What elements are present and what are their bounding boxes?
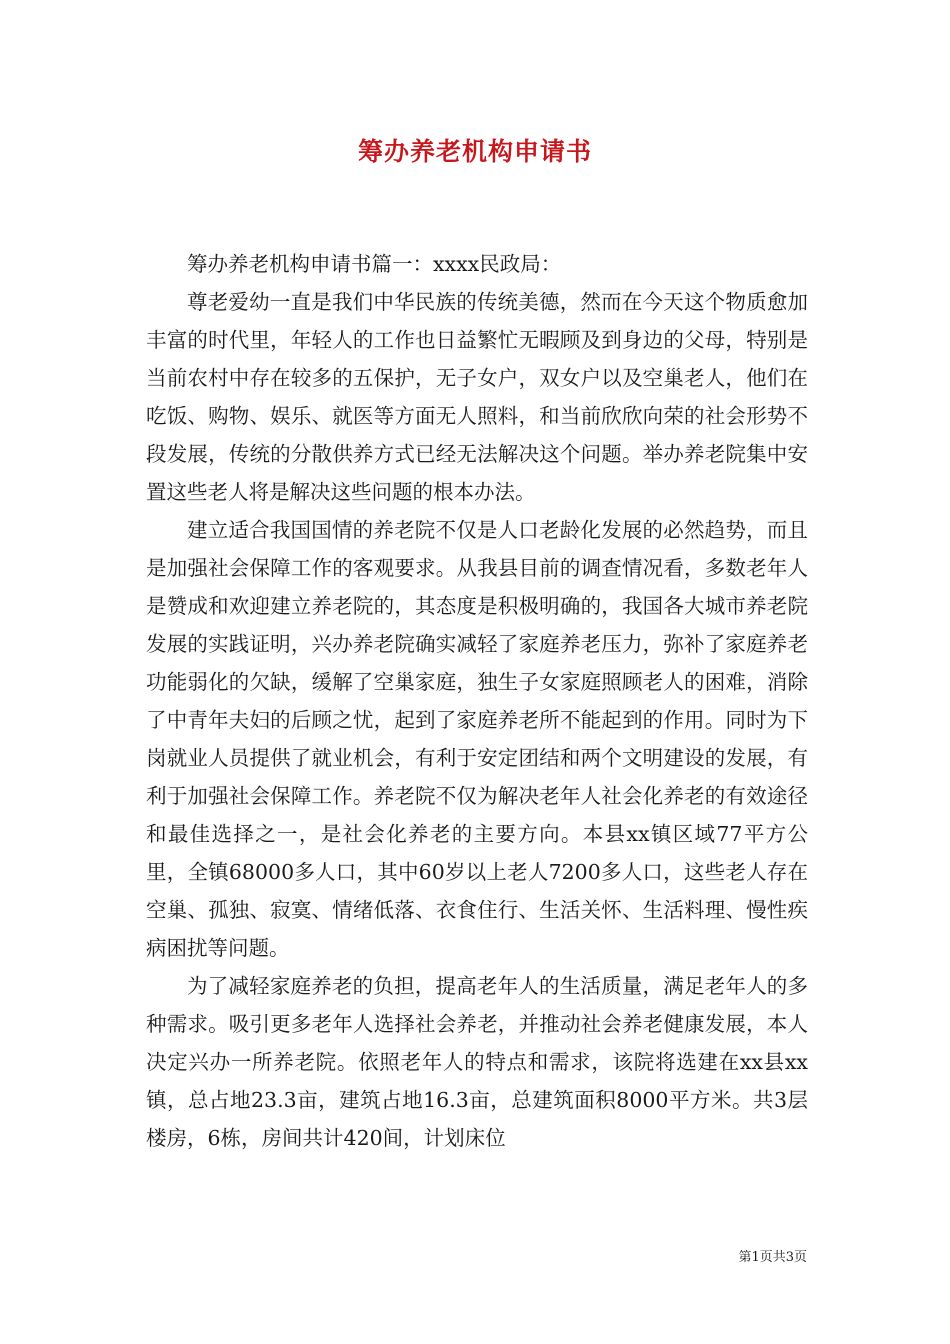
- paragraph-3: 为了减轻家庭养老的负担，提高老年人的生活质量，满足老年人的多种需求。吸引更多老年人选择社会养老，并推动社会养老健康发展，本人决定兴办一所养老院。依照老年人的特点和需求，该院将选建在xx县xx镇，总占地23.3亩，建筑占地16.3亩，总建筑面积8000平方米。共3层楼房，6栋，房间共计420间，计划床位: [146, 974, 808, 1150]
- paragraph-2: 建立适合我国国情的养老院不仅是人口老龄化发展的必然趋势，而且是加强社会保障工作的客观要求。从我县目前的调查情况看，多数老年人是赞成和欢迎建立养老院的，其态度是积极明确的，我国各大城市养老院发展的实践证明，兴办养老院确实减轻了家庭养老压力，弥补了家庭养老功能弱化的欠缺，缓解了空巢家庭，独生子女家庭照顾老人的困难，消除了中青年夫妇的后顾之忧，起到了家庭养老所不能起到的作用。同时为下岗就业人员提供了就业机会，有利于安定团结和两个文明建设的发展，有利于加强社会保障工作。养老院不仅为解决老年人社会化养老的有效途径和最佳选择之一，是社会化养老的主要方向。本县xx镇区域77平方公里，全镇68000多人口，其中60岁以上老人7200多人口，这些老人存在空巢、孤独、寂寞、情绪低落、衣食住行、生活关怀、生活料理、慢性疾病困扰等问题。: [146, 518, 808, 960]
- paragraph-salutation: 筹办养老机构申请书篇一：xxxx民政局：: [187, 252, 562, 276]
- paragraph-1: 尊老爱幼一直是我们中华民族的传统美德，然而在今天这个物质愈加丰富的时代里，年轻人的工作也日益繁忙无暇顾及到身边的父母，特别是当前农村中存在较多的五保护，无子女户，双女户以及空巢老人，他们在吃饭、购物、娱乐、就医等方面无人照料，和当前欣欣向荣的社会形势不段发展，传统的分散供养方式已经无法解决这个问题。举办养老院集中安置这些老人将是解决这些问题的根本办法。: [146, 290, 808, 504]
- document-body: [146, 245, 808, 1157]
- page-title: 筹办养老机构申请书: [357, 137, 592, 166]
- page-number: 第1页共3页: [738, 1250, 807, 1265]
